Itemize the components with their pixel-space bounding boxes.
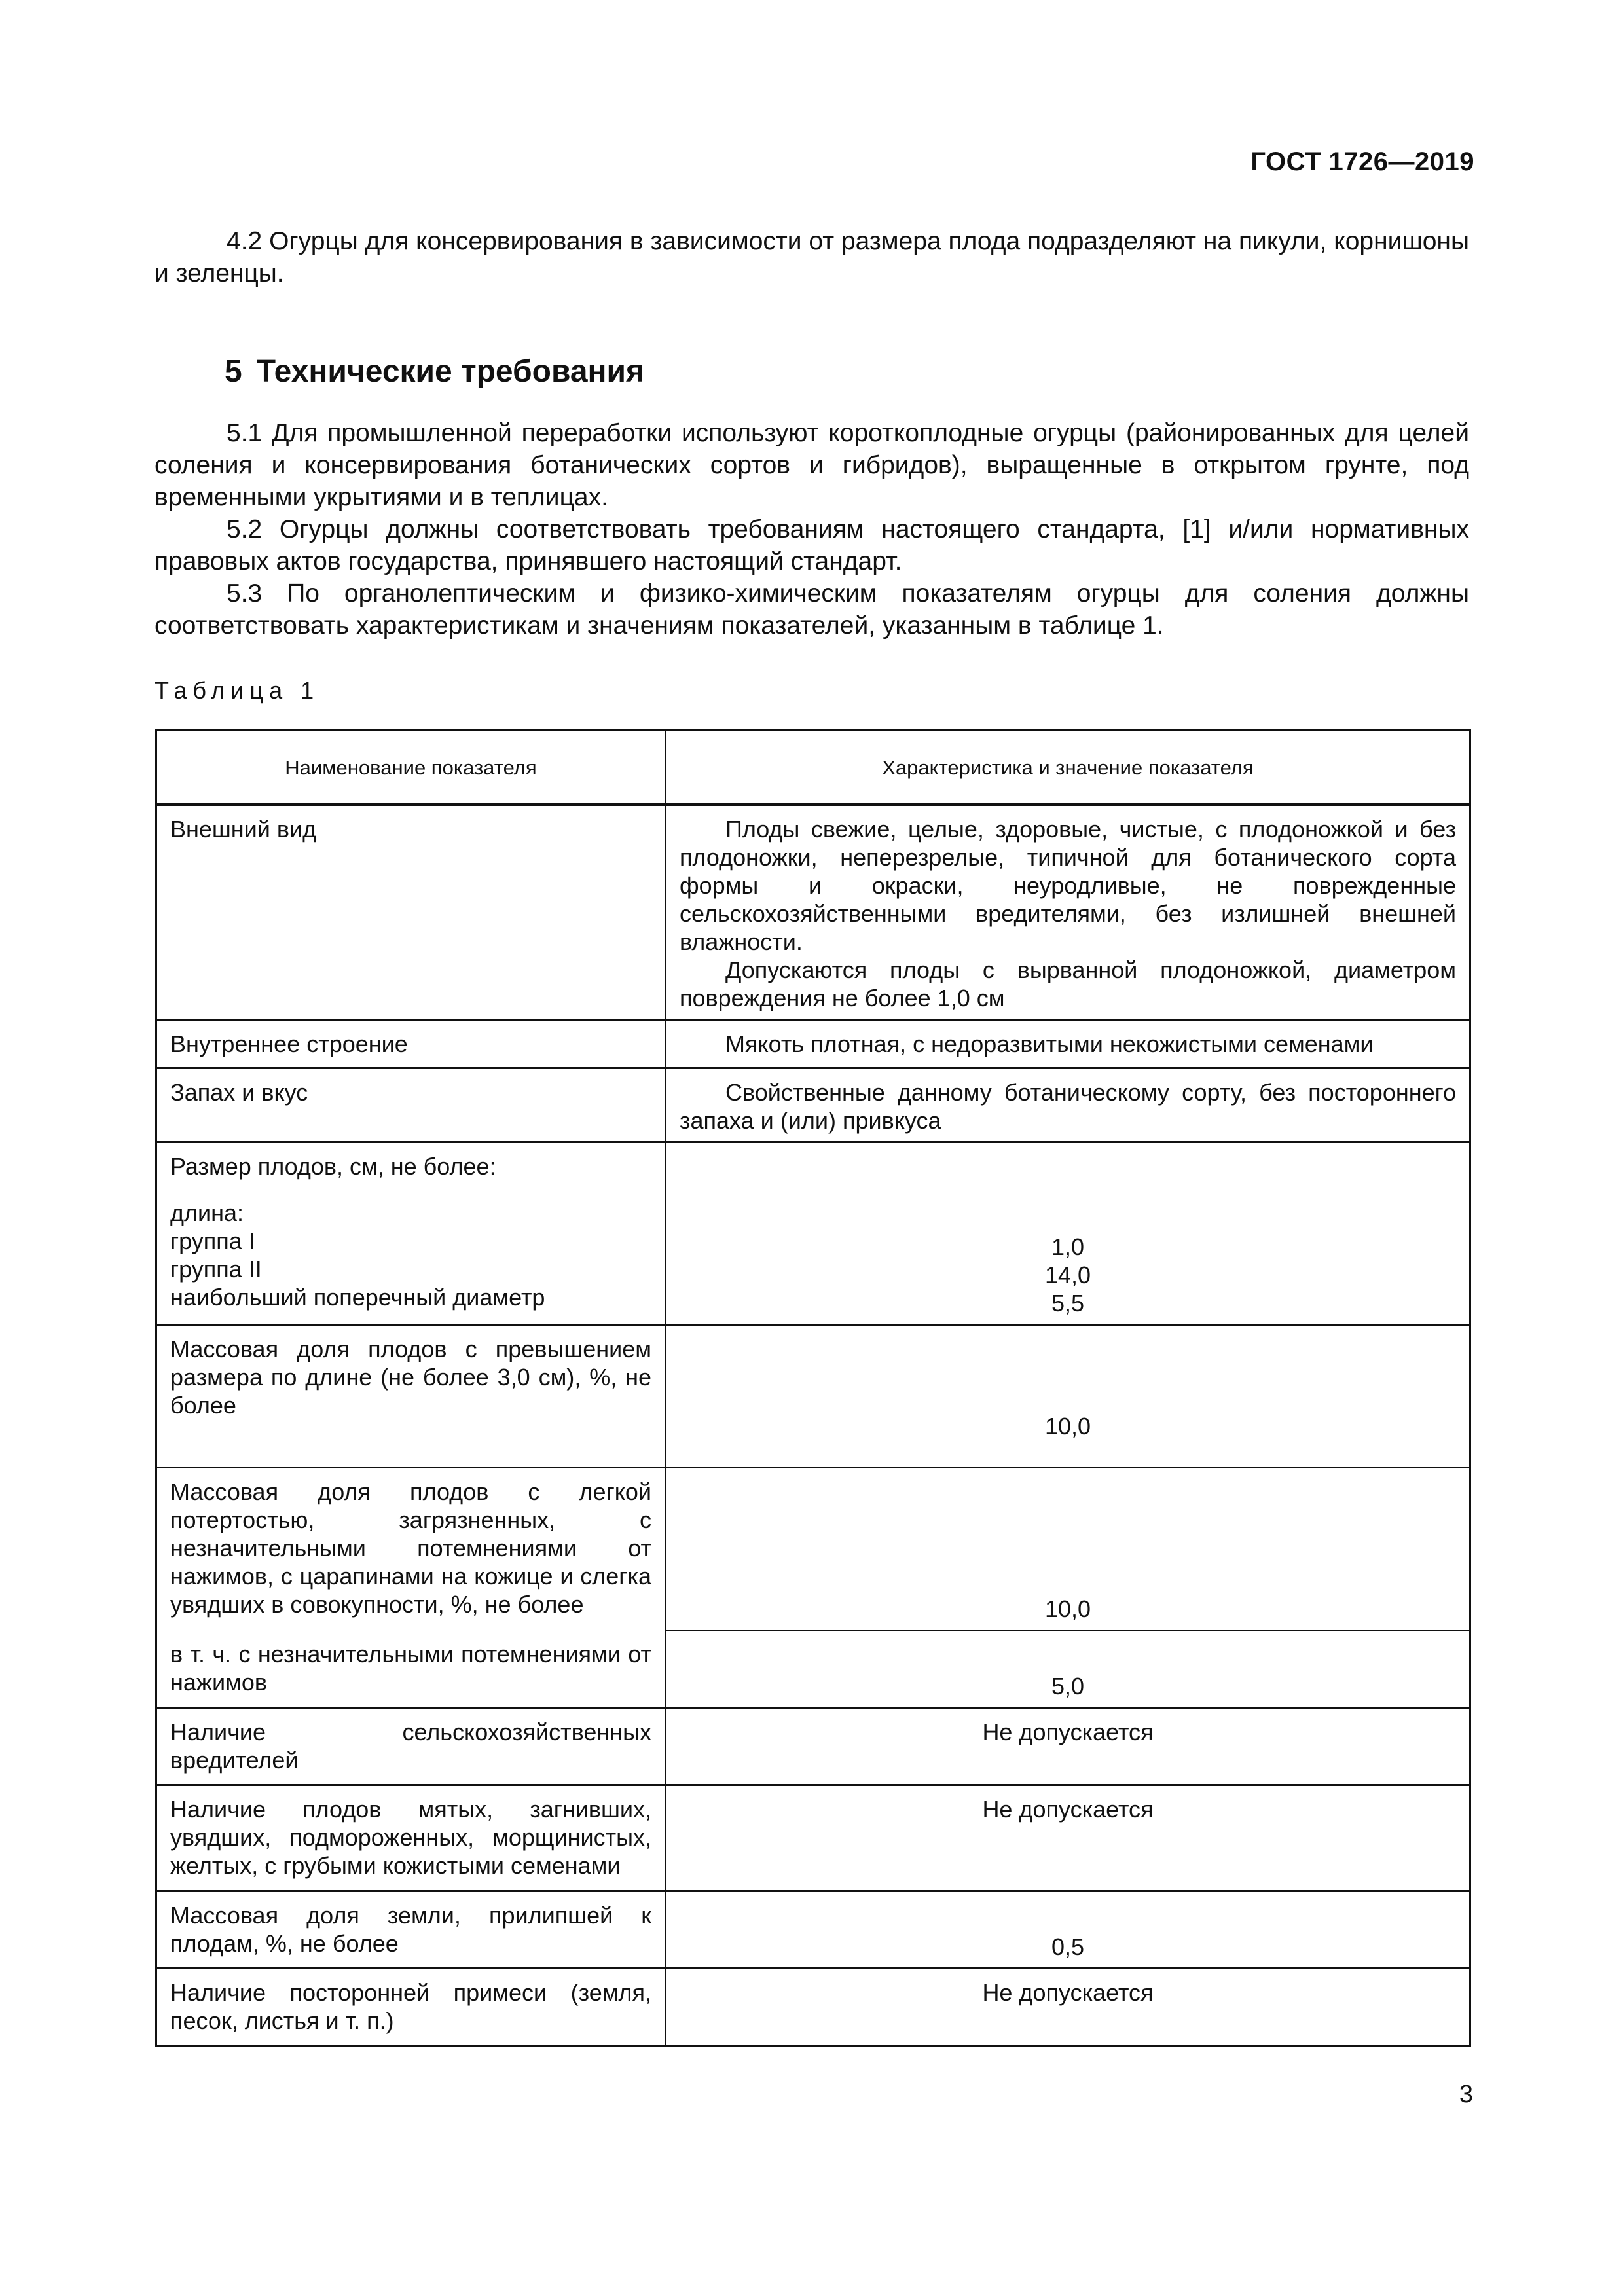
row-label-soil: Массовая доля земли, прилипшей к плодам, %, не более — [156, 1891, 666, 1969]
size-diameter: наибольший поперечный диаметр — [170, 1284, 545, 1311]
paragraph-5-3: 5.3 По органолептическим и физико-химическим показателям огурцы для соления должны соответствовать характеристикам и значениям показателей, указанным в таблице 1. — [155, 579, 1469, 640]
size-group-1: группа I — [170, 1228, 255, 1254]
paragraph-5-2: 5.2 Огурцы должны соответствовать требованиям настоящего стандарта, [1] и/или нормативных правовых актов государства, принявшего настоящий стандарт. — [155, 515, 1469, 575]
row-label-damaged: Массовая доля плодов с легкой потертостью, загрязненных, с незначительными потемнениями от нажимов, с царапинами на кожице и слегка увядших в совокупности, %, не более — [156, 1468, 666, 1631]
requirements-table — [155, 729, 1471, 2047]
table-row — [156, 1785, 1470, 1891]
page-number: 3 — [1459, 2081, 1473, 2108]
appearance-text-1: Плоды свежие, целые, здоровые, чистые, с плодоножкой и без плодоножки, неперезрелые, типичной для ботанического сорта формы и окраски, неуродливые, не поврежденные сельскохозяйственными вредителями, без излишней внешней влажности. — [680, 816, 1456, 955]
size-diameter-value: 5,5 — [1051, 1290, 1085, 1317]
size-length-label: длина: — [170, 1199, 244, 1226]
size-group-2-value: 14,0 — [1044, 1262, 1091, 1288]
table-row — [156, 1020, 1470, 1068]
table-row — [156, 1708, 1470, 1785]
section-body — [155, 417, 1469, 642]
row-value-soil: 0,5 — [666, 1891, 1470, 1969]
table-caption: Таблица 1 — [155, 677, 320, 704]
appearance-text-2: Допускаются плоды с вырванной плодоножкой, диаметром повреждения не более 1,0 см — [680, 957, 1456, 1011]
row-value-size — [666, 1142, 1470, 1325]
table-row — [156, 1068, 1470, 1142]
table-row — [156, 1325, 1470, 1468]
column-header-value: Характеристика и значение показателя — [666, 731, 1470, 805]
column-header-indicator: Наименование показателя — [156, 731, 666, 805]
row-value-smell: Свойственные данному ботаническому сорту, без постороннего запаха и (или) привкуса — [666, 1068, 1470, 1142]
row-label-smell: Запах и вкус — [156, 1068, 666, 1142]
section-number: 5 — [225, 354, 242, 389]
table-row — [156, 1631, 1470, 1708]
row-label-spoiled: Наличие плодов мятых, загнивших, увядших, подмороженных, морщинистых, желтых, с грубыми кожистыми семенами — [156, 1785, 666, 1891]
row-label-size — [156, 1142, 666, 1325]
row-label-oversize: Массовая доля плодов с превышением размера по длине (не более 3,0 см), %, не более — [156, 1325, 666, 1468]
table-row — [156, 1142, 1470, 1325]
section-heading — [225, 354, 644, 390]
row-label-impurities: Наличие посторонней примеси (земля, песок, листья и т. п.) — [156, 1969, 666, 2046]
row-value-appearance — [666, 805, 1470, 1020]
document-code: ГОСТ 1726—2019 — [1250, 147, 1474, 176]
table-row — [156, 1468, 1470, 1631]
row-value-internal: Мякоть плотная, с недоразвитыми некожистыми семенами — [666, 1020, 1470, 1068]
row-label-internal: Внутреннее строение — [156, 1020, 666, 1068]
intro-text — [155, 225, 1469, 289]
row-value-damaged: 10,0 — [666, 1468, 1470, 1631]
paragraph-4-2: 4.2 Огурцы для консервирования в зависимости от размера плода подразделяют на пикули, корнишоны и зеленцы. — [155, 227, 1469, 287]
row-label-appearance: Внешний вид — [156, 805, 666, 1020]
paragraph-5-1: 5.1 Для промышленной переработки используют короткоплодные огурцы (районированных для целей соления и консервирования ботанических сортов и гибридов), выращенные в открытом грунте, под временными укрытиями и в теплицах. — [155, 419, 1469, 511]
section-title: Технические требования — [256, 354, 645, 389]
row-value-pests: Не допускается — [666, 1708, 1470, 1785]
table-row — [156, 805, 1470, 1020]
row-label-darkening: в т. ч. с незначительными потемнениями от нажимов — [156, 1631, 666, 1708]
row-value-spoiled: Не допускается — [666, 1785, 1470, 1891]
row-value-impurities: Не допускается — [666, 1969, 1470, 2046]
row-label-pests: Наличие сельскохозяйственных вредителей — [156, 1708, 666, 1785]
table-row — [156, 1969, 1470, 2046]
size-title: Размер плодов, см, не более: — [170, 1153, 496, 1180]
size-group-2: группа II — [170, 1256, 262, 1283]
table-row — [156, 1891, 1470, 1969]
table-header-row — [156, 731, 1470, 805]
size-group-1-value: 1,0 — [1051, 1233, 1085, 1260]
row-value-oversize: 10,0 — [666, 1325, 1470, 1468]
row-value-darkening: 5,0 — [666, 1631, 1470, 1708]
